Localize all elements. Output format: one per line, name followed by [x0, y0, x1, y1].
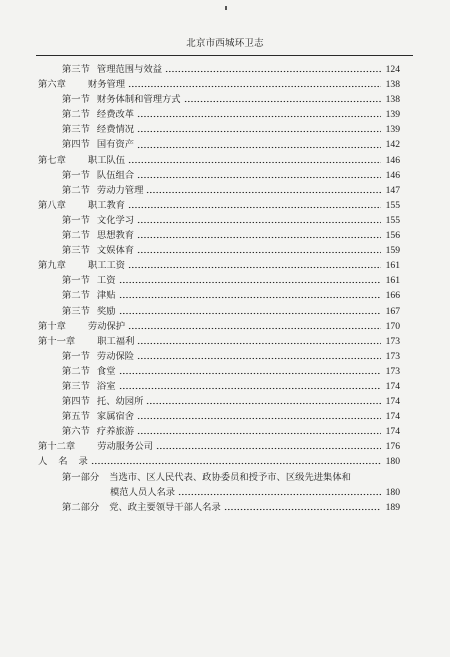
toc-entry-page: 167 [385, 305, 400, 317]
toc-entry-page: 124 [385, 64, 400, 75]
dot-leader [137, 251, 381, 254]
toc-entry-section [38, 364, 400, 379]
toc-entry-section [38, 92, 400, 107]
toc-entry-label: 第三节 [62, 245, 90, 257]
toc-entry-page: 180 [385, 486, 400, 498]
toc-entry-title: 职工教育 [87, 199, 126, 211]
toc-entry-page: 161 [385, 260, 400, 272]
toc-entry-label: 第八章 [38, 199, 66, 211]
toc-entry-section [38, 213, 400, 228]
toc-entry-chapter [38, 334, 400, 349]
toc-entry-section [38, 122, 400, 137]
toc-entry-section [38, 168, 400, 183]
toc-entry-label: 第十一章 [38, 335, 76, 347]
toc-entry-page: 174 [385, 396, 400, 408]
toc-entry-section [38, 137, 400, 152]
toc-entry-page: 166 [385, 290, 400, 302]
dot-leader [224, 508, 381, 511]
toc-entry-title: 劳动保护 [87, 320, 126, 332]
toc-entry-chapter [38, 258, 400, 273]
toc-entry-section [38, 107, 400, 122]
dot-leader [178, 493, 381, 496]
toc-entry-label: 第一节 [62, 94, 90, 106]
dot-leader [156, 447, 381, 450]
dot-leader [128, 327, 381, 330]
toc-entry-page: 142 [385, 139, 400, 151]
toc-entry-title: 思想教育 [96, 230, 135, 242]
toc-entry-title: 津贴 [96, 290, 116, 302]
toc-entry-title: 模范人员人名录 [110, 486, 176, 498]
dot-leader [137, 432, 381, 435]
toc-entry-section [38, 183, 400, 198]
toc-entry-section [38, 62, 400, 77]
toc-entry-page: 146 [385, 154, 400, 166]
toc-entry-page: 173 [385, 365, 400, 377]
toc-entry-title: 经费情况 [96, 124, 135, 136]
toc-entry-label: 第一节 [62, 214, 90, 226]
toc-entry-title: 劳动保险 [96, 350, 135, 362]
toc-entry-title: 食堂 [96, 365, 116, 377]
toc-entry-title: 工资 [96, 275, 116, 287]
table-of-contents [38, 62, 400, 515]
toc-entry-page: 139 [385, 124, 400, 136]
toc-entry-page: 174 [385, 411, 400, 423]
dot-leader [137, 417, 381, 420]
toc-entry-section [38, 228, 400, 243]
toc-entry-label: 第六节 [62, 426, 90, 438]
toc-entry-title: 浴室 [96, 380, 116, 392]
dot-leader [137, 176, 381, 179]
toc-entry-page: 146 [385, 169, 400, 181]
dot-leader [137, 236, 381, 239]
toc-entry-page: 173 [385, 335, 400, 347]
toc-entry-label: 第十二章 [38, 441, 76, 453]
dot-leader [137, 357, 381, 360]
dot-leader [119, 312, 381, 315]
toc-entry-label: 人 名 录 [38, 456, 88, 468]
toc-entry-section [38, 243, 400, 258]
toc-entry-label: 第二节 [62, 109, 90, 121]
dot-leader [128, 85, 381, 88]
toc-entry-page: 173 [385, 350, 400, 362]
toc-entry-label: 第十章 [38, 320, 66, 332]
toc-entry-page: 147 [385, 184, 400, 196]
toc-entry-page: 174 [385, 426, 400, 438]
toc-entry-title: 财务体制和管理方式 [96, 94, 181, 106]
toc-entry-label: 第一节 [62, 350, 90, 362]
toc-entry-label: 第四节 [62, 396, 90, 408]
toc-entry-title: 管理范围与效益 [96, 64, 162, 75]
toc-entry-title: 当选市、区人民代表、政协委员和授予市、区级先进集体和 [109, 471, 351, 483]
toc-entry-page: 174 [385, 380, 400, 392]
toc-entry-label: 第二节 [62, 365, 90, 377]
toc-entry-title: 队伍组合 [96, 169, 135, 181]
dot-leader [146, 402, 381, 405]
toc-entry-label: 第九章 [38, 260, 66, 272]
dot-leader [119, 372, 381, 375]
toc-entry-title: 文娱体育 [96, 245, 135, 257]
toc-entry-title: 职工工资 [87, 260, 126, 272]
toc-entry-page: 161 [385, 275, 400, 287]
toc-entry-section [38, 379, 400, 394]
page-mark [225, 6, 227, 10]
dot-leader [137, 130, 381, 133]
dot-leader [119, 387, 381, 390]
toc-entry-label: 第四节 [62, 139, 90, 151]
dot-leader [128, 206, 381, 209]
dot-leader [137, 342, 381, 345]
toc-entry-label: 第二节 [62, 184, 90, 196]
toc-entry-page: 189 [385, 501, 400, 513]
toc-entry-label: 第一节 [62, 275, 90, 287]
toc-entry-chapter [38, 153, 400, 168]
toc-entry-section [38, 424, 400, 439]
dot-leader [137, 115, 381, 118]
toc-entry-chapter [38, 77, 400, 92]
running-head-title: 北京市西城环卫志 [186, 38, 264, 49]
toc-entry-section [38, 273, 400, 288]
toc-entry-label: 第二部分 [62, 501, 100, 513]
toc-entry-page: 138 [385, 79, 400, 91]
toc-entry-chapter [38, 319, 400, 334]
toc-entry-title: 文化学习 [96, 214, 135, 226]
header-rule [36, 55, 413, 56]
toc-entry-part [38, 470, 400, 485]
dot-leader [165, 70, 381, 73]
dot-leader [137, 146, 381, 149]
toc-entry-title: 奖励 [96, 305, 116, 317]
toc-entry-title: 托、幼园所 [96, 396, 144, 408]
toc-entry-label: 第一部分 [62, 471, 100, 483]
toc-entry-continuation [38, 485, 400, 500]
dot-leader [91, 462, 381, 465]
toc-entry-label: 第三节 [62, 305, 90, 317]
toc-entry-chapter [38, 439, 400, 454]
dot-leader [146, 191, 381, 194]
toc-entry-title: 职工队伍 [87, 154, 126, 166]
toc-entry-title: 国有资产 [96, 139, 135, 151]
toc-entry-page: 159 [385, 245, 400, 257]
toc-entry-page: 156 [385, 230, 400, 242]
toc-entry-page: 139 [385, 109, 400, 121]
toc-entry-label: 第七章 [38, 154, 66, 166]
toc-entry-label: 第二节 [62, 230, 90, 242]
dot-leader [184, 100, 381, 103]
dot-leader [137, 221, 381, 224]
dot-leader [119, 296, 381, 299]
toc-entry-label: 第二节 [62, 290, 90, 302]
toc-entry-page: 155 [385, 199, 400, 211]
toc-entry-title: 党、政主要领导干部人名录 [109, 501, 221, 513]
toc-entry-title: 经费改革 [96, 109, 135, 121]
toc-entry-label: 第三节 [62, 64, 90, 75]
toc-entry-label: 第三节 [62, 380, 90, 392]
toc-entry-part [38, 500, 400, 515]
toc-entry-section [38, 349, 400, 364]
toc-entry-title: 家属宿舍 [96, 411, 135, 423]
toc-entry-page: 138 [385, 94, 400, 106]
toc-entry-label: 第六章 [38, 79, 66, 91]
toc-entry-page: 155 [385, 214, 400, 226]
dot-leader [128, 161, 381, 164]
toc-entry-page: 180 [385, 456, 400, 468]
dot-leader [119, 281, 381, 284]
toc-entry-section [38, 304, 400, 319]
toc-entry-page: 170 [385, 320, 400, 332]
toc-entry-page: 176 [385, 441, 400, 453]
dot-leader [128, 266, 381, 269]
toc-entry-label: 第一节 [62, 169, 90, 181]
toc-entry-section [38, 394, 400, 409]
toc-entry-section [38, 409, 400, 424]
toc-entry-title: 职工福利 [97, 335, 135, 347]
toc-entry-chapter [38, 198, 400, 213]
toc-entry-label: 第五节 [62, 411, 90, 423]
toc-entry-title: 财务管理 [87, 79, 126, 91]
toc-entry-title: 劳动服务公司 [97, 441, 153, 453]
toc-entry-title: 疗养旅游 [96, 426, 135, 438]
toc-entry-label: 第三节 [62, 124, 90, 136]
toc-entry-appendix [38, 454, 400, 469]
toc-entry-title: 劳动力管理 [96, 184, 144, 196]
toc-entry-section [38, 288, 400, 303]
